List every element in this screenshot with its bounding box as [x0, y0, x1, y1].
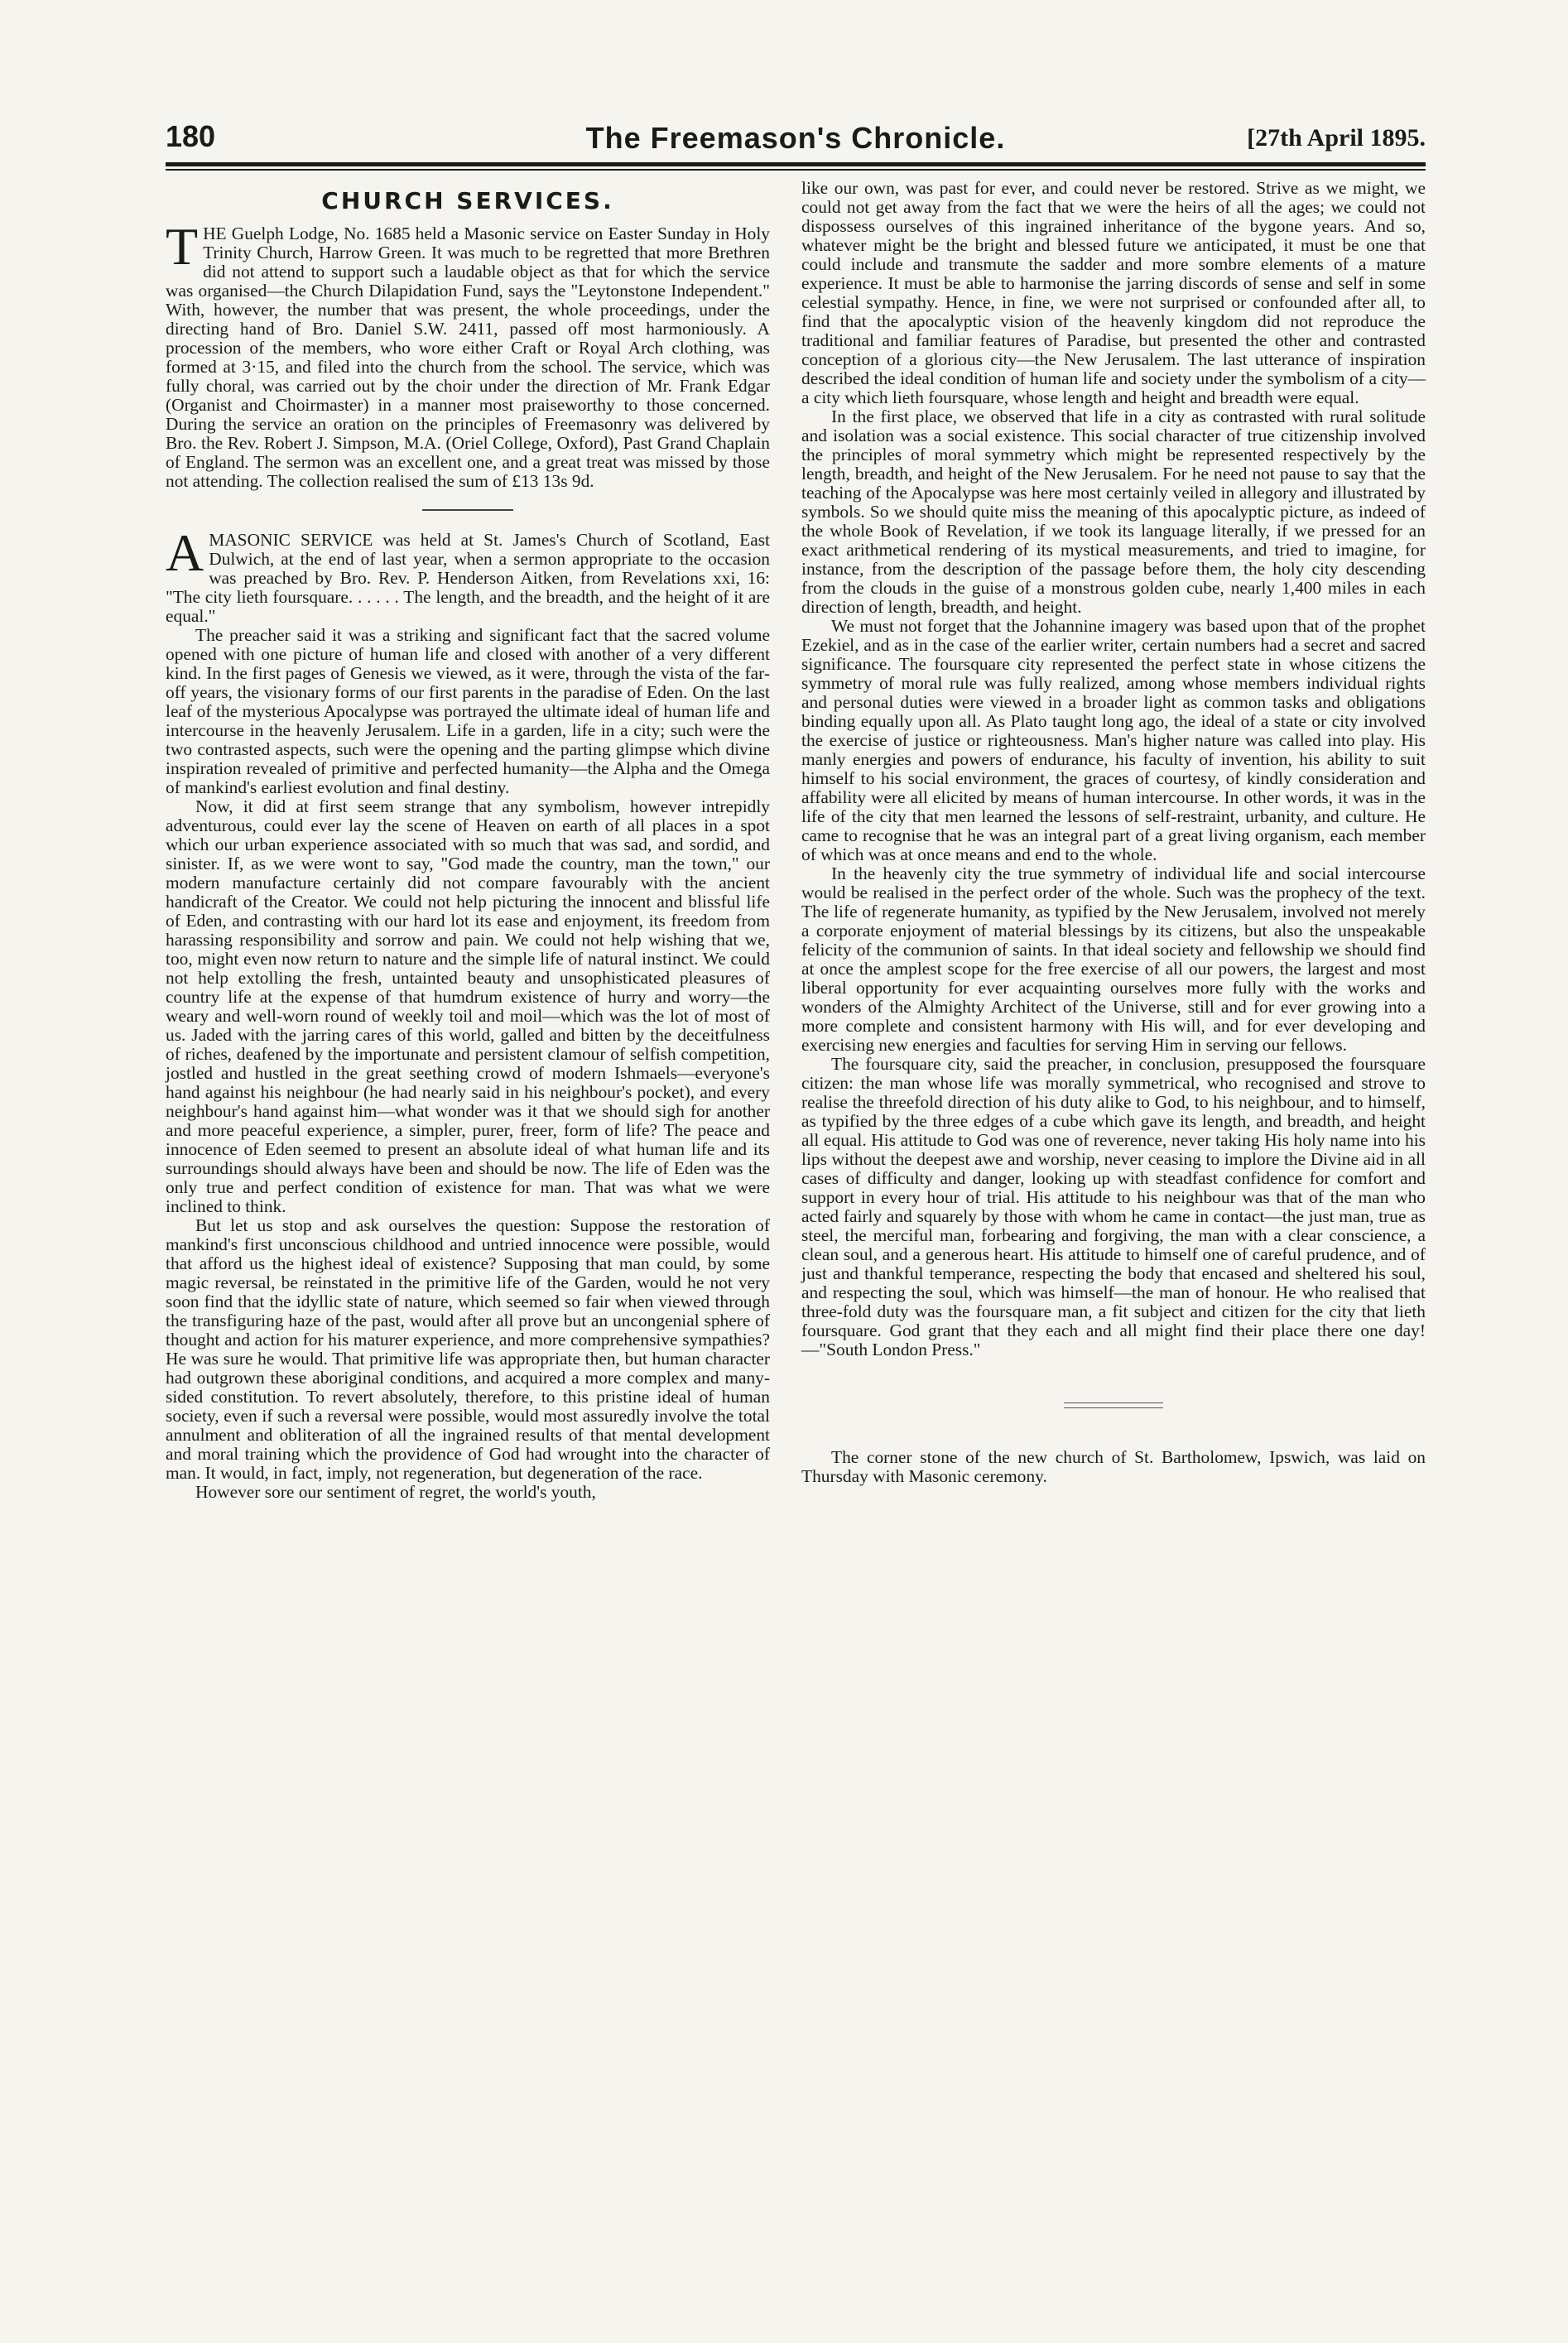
section-divider [422, 509, 513, 511]
article-paragraph: However sore our sentiment of regret, the world's youth, [195, 1482, 596, 1502]
st-james-intro-text: MASONIC SERVICE was held at St. James's Church of Scotland, East Dulwich, at the end of last year, when a sermon appropriate to the occasion was preached by Bro. Rev. P. Henderson Aitken, from Revelations xxi, 16: "The city lieth foursquare. . . . . . The length, and the breadth, and the height of it are equal." [166, 530, 770, 626]
section-divider [1064, 1402, 1163, 1408]
article-headline: CHURCH SERVICES. [321, 187, 614, 214]
masthead-rule [166, 162, 1426, 166]
guelph-text: HE Guelph Lodge, No. 1685 held a Masonic service on Easter Sunday in Holy Trinity Church, Harrow Green. It was much to be regretted that more Brethren did not attend to support such a laudable object as that for which the service was organised—the Church Dilapidation Fund, says the "Leytonstone Independent." With, however, the number that was present, the whole proceedings, under the directing hand of Bro. Daniel S.W. 2411, passed off most harmoniously. A procession of the members, who wore either Craft or Royal Arch clothing, was formed at 3·15, and filed into the church from the school. The service, which was fully choral, was carried out by the choir under the direction of Mr. Frank Edgar (Organist and Choirmaster) in a manner most praiseworthy to those concerned. During the service an oration on the principles of Freemasonry was delivered by Bro. the Rev. Robert J. Simpson, M.A. (Oriel College, Oxford), Past Grand Chaplain of England. The sermon was an excellent one, and a great treat was missed by those not attending. The collection realised the sum of £13 13s 9d. [166, 224, 770, 491]
publication-title: The Freemason's Chronicle. [585, 121, 1006, 155]
article-paragraph: The foursquare city, said the preacher, in conclusion, presupposed the foursquare citizen: the man whose life was morally symmetrical, who recognised and strove to realise the threefold direction of his duty alike to God, to his neighbour, and to himself, as typified by the three edges of a cube which gave its length, and breadth, and height all equal. His attitude to God was one of reverence, never taking His holy name into his lips without the deepest awe and worship, never ceasing to implore the Divine aid in all cases of difficulty and danger, looking up with steadfast confidence for comfort and support in every hour of trial. His attitude to his neighbour was that of the man who acted fairly and squarely by those with whom he came in contact—the just man, true as steel, the merciful man, forbearing and forgiving, the man with a clear conscience, a clean soul, and a generous heart. His attitude to himself one of careful prudence, and of just and thankful temperance, respecting the body that encased and sheltered his soul, and respecting the soul, which was himself—the man of honour. He who realised that three-fold duty was the foursquare man, a fit subject and citizen for the city that lieth foursquare. God grant that they each and all might find their place there one day!—"South London Press." [801, 1054, 1426, 1359]
article-paragraph: We must not forget that the Johannine imagery was based upon that of the prophet Ezekiel, and as in the case of the earlier writer, certain numbers had a secret and sacred significance. The foursquare city represented the perfect state in whose citizens the symmetry of moral rule was fully realized, among whose members individual rights and personal duties were viewed in a broader light as common tasks and obligations binding equally upon all. As Plato taught long ago, the ideal of a state or city involved the exercise of justice or righteousness. Man's higher nature was called into play. His manly energies and powers of endurance, his faculty of invention, his ability to suit himself to his social environment, the graces of courtesy, of kindly consideration and affability were all elicited by means of human intercourse. In other words, it was in the life of the city that men learned the lessons of self-restraint, urbanity, and culture. He came to recognise that he was an integral part of a great living organism, each member of which was at once means and end to the whole. [801, 616, 1426, 864]
news-note: The corner stone of the new church of St. Bartholomew, Ipswich, was laid on Thursday with Masonic ceremony. [801, 1447, 1426, 1486]
drop-cap: T [166, 217, 199, 276]
article-paragraph: Now, it did at first seem strange that any symbolism, however intrepidly adventurous, could ever lay the scene of Heaven on earth of all places in a spot which our urban experience associated with so much that was sad, and sordid, and sinister. If, as we were wont to say, "God made the country, man the town," our modern manufacture certainly did not compare favourably with the ancient handicraft of the Creator. We could not help picturing the innocent and blissful life of Eden, and contrasting with our hard lot its ease and enjoyment, its freedom from harassing responsibility and sorrow and pain. We could not help wishing that we, too, might even now return to nature and the simple life of natural instinct. We could not help extolling the fresh, untainted beauty and unsophisticated pleasures of country life at the expense of that humdrum existence of hurry and worry—the weary and well-worn round of weekly toil and moil—which was the lot of most of us. Jaded with the jarring cares of this world, galled and bitten by the deceitfulness of riches, deafened by the importunate and persistent clamour of selfish competition, jostled and hustled in the great seething crowd of modern Ishmaels—everyone's hand against his neighbour (he had nearly said in his neighbour's pocket), and every neighbour's hand against him—what wonder was it that we should sigh for another and more peaceful experience, a simpler, purer, freer, form of life? The peace and innocence of Eden seemed to present an absolute ideal of what human life and its surroundings should always have been and should be now. The life of Eden was the only true and perfect condition of existence for man. That was what we were inclined to think. [166, 796, 770, 1216]
page-number: 180 [166, 119, 216, 153]
masthead-rule-thin [166, 169, 1426, 171]
masthead [166, 118, 1426, 161]
guelph-paragraph [166, 217, 770, 491]
drop-cap: A [166, 523, 204, 582]
left-column [166, 176, 770, 1502]
article-paragraph: The preacher said it was a striking and significant fact that the sacred volume opened with one picture of human life and closed with another of a very different kind. In the first pages of Genesis we viewed, as it were, through the vista of the far-off years, the visionary forms of our first parents in the paradise of Eden. On the last leaf of the mysterious Apocalypse was portrayed the ultimate ideal of human life and intercourse in the heavenly Jerusalem. Life in a garden, life in a city; such were the two contrasted aspects, such were the opening and the parting glimpse which divine inspiration revealed of primitive and perfected humanity—the Alpha and the Omega of mankind's earliest evolution and final destiny. [166, 625, 770, 797]
article-paragraph: In the heavenly city the true symmetry of individual life and social intercourse would be realised in the perfect order of the whole. Such was the prophecy of the text. The life of regenerate humanity, as typified by the New Jerusalem, involved not merely a corporate enjoyment of material blessings by its citizens, but also the unspeakable felicity of the communion of saints. In that ideal society and fellowship we should find at once the amplest scope for the free exercise of all our powers, the largest and most liberal opportunity for ever acquainting ourselves more fully with the works and wonders of the Almighty Architect of the Universe, still and for ever growing into a more complete and consistent harmony with His will, and for ever developing and exercising new energies and faculties for serving Him in serving our fellows. [801, 864, 1426, 1055]
right-column [801, 179, 1426, 1486]
issue-date: [27th April 1895. [1247, 124, 1426, 152]
continuation-paragraph: like our own, was past for ever, and could never be restored. Strive as we might, we could not get away from the fact that we were the heirs of all the ages; we could not dispossess ourselves of this ingrained inheritance of the bygone years. And so, whatever might be the bright and blessed future we anticipated, it must be one that could include and transmute the sadder and more sombre elements of a mature experience. It must be able to harmonise the jarring discords of sense and self in some celestial sympathy. Hence, in fine, we were not surprised or confounded after all, to find that the apocalyptic vision of the heavenly kingdom did not reproduce the traditional and familiar features of Paradise, but presented the other and contrasted conception of a glorious city—the New Jerusalem. The last utterance of inspiration described the ideal condition of human life and society under the symbolism of a city—a city which lieth foursquare, whose length and height and breadth were equal. [801, 178, 1426, 407]
article-paragraph: But let us stop and ask ourselves the question: Suppose the restoration of mankind's first unconscious childhood and untried innocence were possible, would that afford us the highest ideal of existence? Supposing that man could, by some magic reversal, be reinstated in the primitive life of the Garden, would he not very soon find that the idyllic state of nature, which seemed so fair when viewed through the transfiguring haze of the past, would after all prove but an uncongenial sphere of thought and action for his maturer experience, and more comprehensive sympathies? He was sure he would. That primitive life was appropriate then, but human character had outgrown these aboriginal conditions, and acquired a more complex and many-sided constitution. To revert absolutely, therefore, to this pristine ideal of human society, even if such a reversal were possible, would most assuredly involve the total annulment and obliteration of all the ingrained results of that mental development and moral training which the providence of God had wrought into the character of man. It would, in fact, imply, not regeneration, but degeneration of the race. [166, 1215, 770, 1483]
article-paragraph: In the first place, we observed that life in a city as contrasted with rural solitude and isolation was a social existence. This social character of true citizenship involved the principles of moral symmetry which might be represented respectively by the length, breadth, and height of the New Jerusalem. For he need not pause to say that the teaching of the Apocalypse was here most certainly veiled in allegory and illustrated by symbols. So we should quite miss the meaning of this apocalyptic picture, as indeed of the whole Book of Revelation, if we took its language literally, if we pressed for an exact arithmetical rendering of its mystical measurements, and tried to imagine, for instance, from the description of the passage before them, the holy city descending from the clouds in the guise of a monstrous golden cube, nearly 1,400 miles in each direction of length, breadth, and height. [801, 407, 1426, 617]
st-james-intro [166, 523, 770, 626]
